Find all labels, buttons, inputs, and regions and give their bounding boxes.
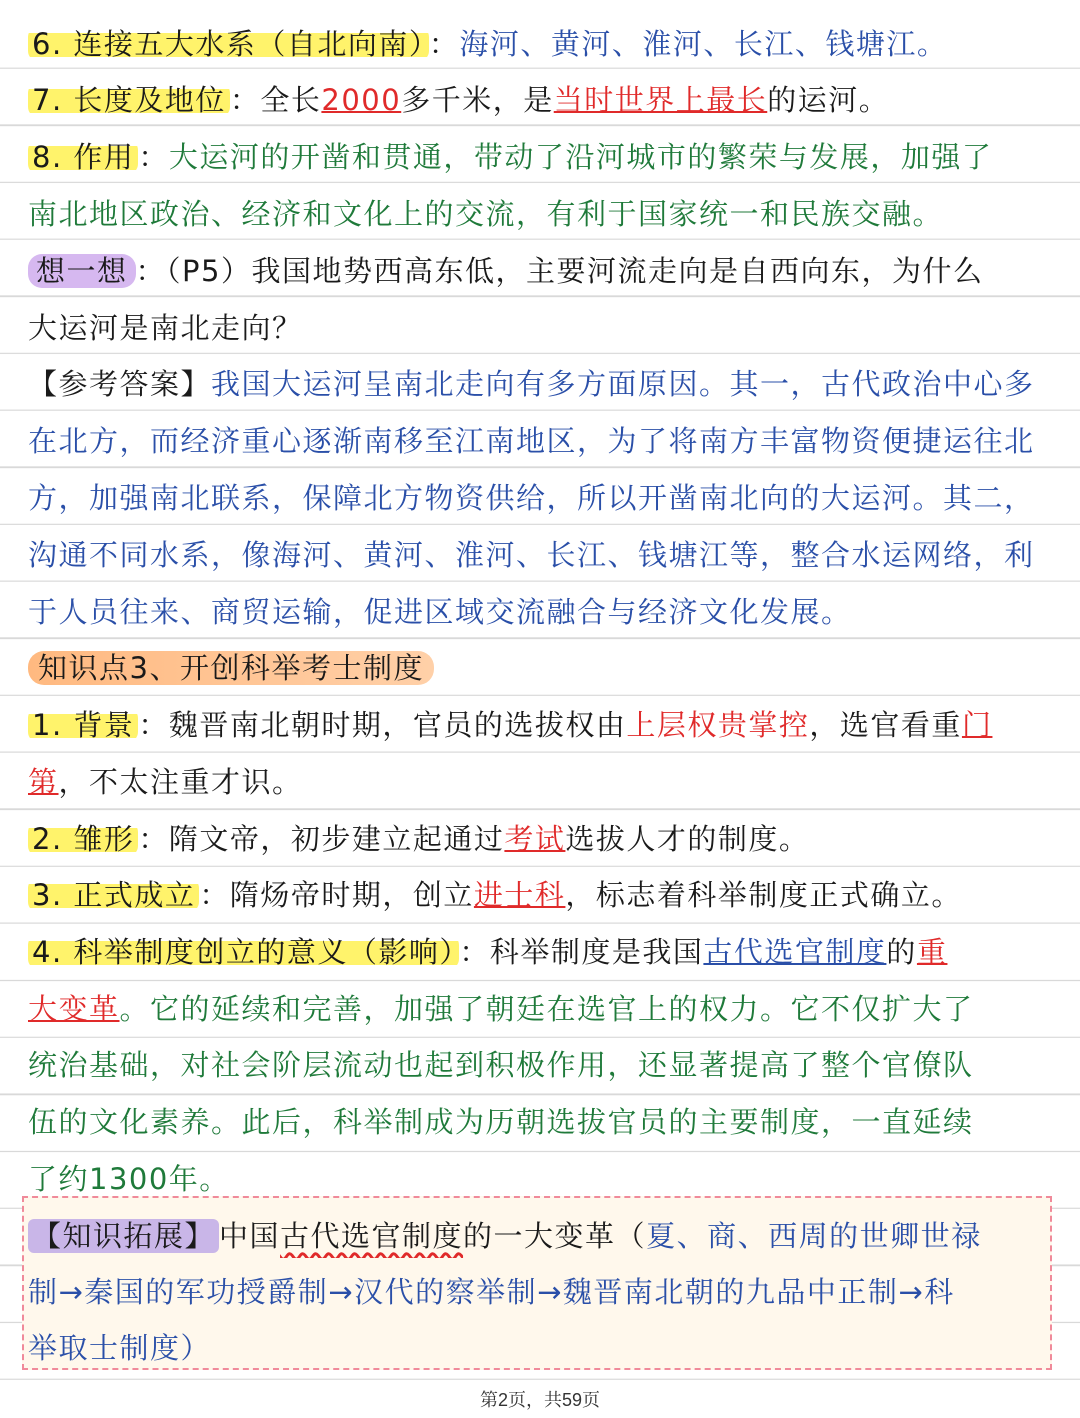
point-6: 6. 连接五大水系（自北向南） ：海河、黄河、淮河、长江、钱塘江。: [28, 22, 1058, 66]
kp3-title: 知识点3、开创科举考士制度: [28, 651, 434, 685]
point-8-cont: 南北地区政治、经济和文化上的交流，有利于国家统一和民族交融。: [28, 197, 944, 231]
answer-line-2: 在北方，而经济重心逐渐南移至江南地区，为了将南方丰富物资便捷运往北: [28, 424, 1035, 458]
point-8-label: 8. 作用: [28, 140, 138, 174]
kp3-significance: 4. 科举制度创立的意义（影响） ：科举制度是我国古代选官制度的重: [28, 930, 1058, 974]
point-8: 8. 作用 ：大运河的开凿和贯通，带动了沿河城市的繁荣与发展，加强了: [28, 135, 1058, 179]
answer-line-3: 方，加强南北联系，保障北方物资供给，所以开凿南北向的大运河。其二，: [28, 481, 1035, 515]
kp3-background: 1. 背景 ：魏晋南北朝时期，官员的选拔权由上层权贵掌控，选官看重门: [28, 703, 1058, 747]
kp3-significance-3: 统治基础，对社会阶层流动也起到积极作用，还显著提高了整个官僚队: [28, 1048, 974, 1082]
think-question: 想一想 ：（P5）我国地势西高东低，主要河流走向是自西向东，为什么: [28, 249, 1058, 293]
answer-line-4: 沟通不同水系，像海河、黄河、淮河、长江、钱塘江等，整合水运网络，利: [28, 538, 1035, 572]
kp3-prototype: 2. 雏形 ：隋文帝，初步建立起通过考试选拔人才的制度。: [28, 817, 1058, 861]
extension-line-3: 举取士制度）: [28, 1331, 212, 1365]
extension-line-2: 制→秦国的军功授爵制→汉代的察举制→魏晋南北朝的九品中正制→科: [28, 1275, 955, 1309]
answer-line-1: 【参考答案】我国大运河呈南北走向有多方面原因。其一，古代政治中心多: [28, 367, 1035, 401]
kp3-establishment: 3. 正式成立 ：隋炀帝时期，创立进士科，标志着科举制度正式确立。: [28, 873, 1058, 917]
extension-line-1: 【知识拓展】 中国古代选官制度的一大变革（夏、商、西周的世卿世禄: [28, 1214, 1058, 1258]
kp3-significance-4: 伍的文化素养。此后，科举制成为历朝选拔官员的主要制度，一直延续: [28, 1105, 974, 1139]
kp3-significance-5: 了约1300年。: [28, 1162, 230, 1196]
kp3-significance-2: 大变革。它的延续和完善，加强了朝廷在选官上的权力。它不仅扩大了: [28, 992, 974, 1026]
point-6-content: 海河、黄河、淮河、长江、钱塘江。: [459, 27, 948, 61]
think-tag: 想一想: [28, 254, 136, 288]
answer-line-5: 于人员往来、商贸运输，促进区域交流融合与经济文化发展。: [28, 595, 852, 629]
think-question-cont: 大运河是南北走向？: [28, 311, 303, 345]
answer-tag: 【参考答案】: [28, 367, 212, 401]
extension-tag: 【知识拓展】: [28, 1219, 219, 1253]
point-6-label: 6. 连接五大水系（自北向南）: [28, 27, 429, 61]
length-value: 2000: [321, 83, 402, 117]
page-footer: 第2页，共59页: [479, 1390, 601, 1410]
point-7: 7. 长度及地位 ：全长2000多千米，是当时世界上最长的运河。: [28, 78, 1058, 122]
point-7-label: 7. 长度及地位: [28, 83, 230, 117]
kp3-background-cont: 第，不太注重才识。: [28, 765, 303, 799]
knowledge-point-3-heading: [28, 646, 1058, 690]
longest-highlight: 当时世界上最长: [553, 83, 768, 117]
